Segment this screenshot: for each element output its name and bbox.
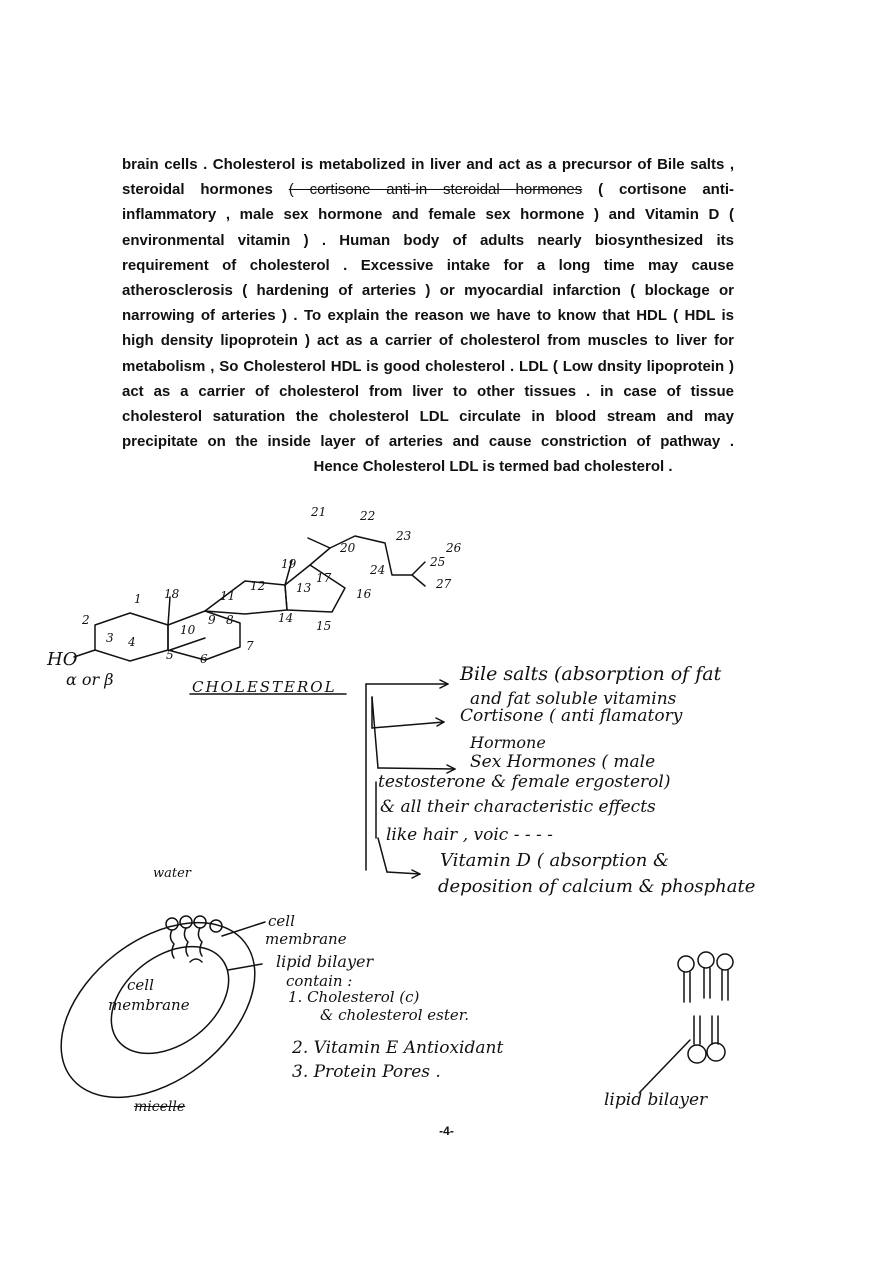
lipid-head — [180, 916, 192, 928]
inner-cell-label: membrane — [108, 996, 190, 1014]
side-chain-d — [412, 575, 425, 586]
side-chain-c — [412, 562, 425, 575]
text-line: precipitate on the inside layer of arteries and cause constriction of pathway . — [122, 433, 734, 451]
carbon-number: 14 — [278, 611, 294, 625]
carbon-number: 4 — [128, 635, 136, 649]
carbon-number: 6 — [200, 652, 208, 666]
inner-cell-label: cell — [127, 976, 154, 994]
lipid-head — [688, 1045, 706, 1063]
leader-lipid — [228, 964, 262, 970]
line2-end: ( cortisone anti- — [598, 181, 734, 199]
arrow-cortisone — [372, 722, 444, 728]
carbon-number: 20 — [340, 541, 356, 555]
lipid-tails-bottom — [694, 1016, 718, 1044]
text-line: act as a carrier of cholesterol from liver to other tissues . in case of tissue — [122, 382, 734, 400]
side-chain-a — [308, 538, 330, 565]
lipid-head — [698, 952, 714, 968]
cortisone-line: Cortisone ( anti flamatory — [460, 706, 683, 726]
text-line: brain cells . Cholesterol is metabolized in liver and act as a precursor of Bile salts , — [122, 156, 734, 173]
carbon-number: 12 — [250, 579, 266, 593]
carbon-number: 11 — [220, 589, 236, 603]
carbon-number: 19 — [281, 557, 297, 571]
struck-text: ( cortisone anti-in steroidal hormones — [288, 181, 583, 199]
sex-line: Sex Hormones ( male — [470, 752, 656, 772]
ring-c — [205, 581, 287, 614]
text-line: inflammatory , male sex hormone and female sex hormone ) and Vitamin D ( — [122, 206, 734, 224]
methyl-19 — [168, 597, 170, 625]
lipid-list-item: 3. Protein Pores . — [292, 1062, 441, 1082]
carbon-number: 13 — [296, 581, 312, 595]
ho-label: HO — [47, 649, 78, 670]
page-number: -4- — [439, 1124, 454, 1138]
line2-start: steroidal hormones — [122, 181, 273, 199]
sex-line: & all their characteristic effects — [380, 797, 656, 817]
sex-line: testosterone & female ergosterol) — [378, 772, 671, 792]
carbon-number: 17 — [316, 571, 332, 585]
alpha-beta-label: α or β — [66, 670, 114, 689]
lipid-head — [707, 1043, 725, 1061]
text-line: high density lipoprotein ) act as a carrier of cholesterol from muscles to liver for — [122, 332, 734, 350]
lipid-head — [678, 956, 694, 972]
water-label: water — [153, 866, 192, 881]
text-line: requirement of cholesterol . Excessive intake for a long time may cause — [122, 256, 734, 274]
text-line: environmental vitamin ) . Human body of adults nearly biosynthesized its — [122, 231, 734, 249]
double-bond — [170, 638, 205, 650]
lipid-head — [166, 918, 178, 930]
lipid-tail — [184, 928, 188, 956]
lipid-list-item: lipid bilayer — [276, 952, 374, 971]
carbon-number: 26 — [446, 541, 462, 555]
carbon-number: 23 — [396, 529, 412, 543]
carbon-number: 21 — [311, 505, 327, 519]
sex-line: like hair , voic - - - - — [386, 825, 553, 845]
carbon-number: 25 — [430, 555, 446, 569]
carbon-number: 16 — [356, 587, 372, 601]
lipid-tail — [198, 928, 202, 956]
text-line: atherosclerosis ( hardening of arteries ) or myocardial infarction ( blockage or — [122, 281, 734, 299]
cholesterol-title: CHOLESTEROL — [192, 678, 337, 696]
cortisone-line: Hormone — [470, 733, 546, 752]
carbon-number: 27 — [436, 577, 452, 591]
lipid-bilayer-label: lipid bilayer — [604, 1090, 708, 1110]
carbon-number: 18 — [164, 587, 180, 601]
lipid-head — [717, 954, 733, 970]
carbon-number: 3 — [106, 631, 114, 645]
carbon-number: 15 — [316, 619, 332, 633]
carbon-number: 22 — [360, 509, 376, 523]
lipid-list-item: 2. Vitamin E Antioxidant — [292, 1038, 504, 1058]
lipid-list-item: contain : — [286, 972, 353, 990]
cell-membrane-label: membrane — [265, 930, 347, 948]
leader-bilayer — [640, 1040, 690, 1092]
carbon-number: 8 — [226, 613, 234, 627]
lipid-tails-top — [684, 968, 728, 1002]
micelle-label: micelle — [134, 1099, 186, 1115]
text-line: narrowing of arteries ) . To explain the reason we have to know that HDL ( HDL is — [122, 307, 734, 325]
bile-line: Bile salts (absorption of fat — [460, 663, 722, 685]
carbon-number: 1 — [134, 592, 142, 606]
carbon-number: 9 — [208, 613, 216, 627]
carbon-number: 5 — [166, 648, 174, 662]
closing-line: Hence Cholesterol LDL is termed bad cholesterol . — [313, 458, 673, 476]
vitamin-line: Vitamin D ( absorption & — [440, 850, 670, 871]
cell-membrane-label: cell — [268, 912, 295, 930]
vitamin-line: deposition of calcium & phosphate — [438, 876, 756, 897]
carbon-number: 24 — [370, 563, 386, 577]
text-line: metabolism , So Cholesterol HDL is good cholesterol . LDL ( Low dnsity lipoprotein ) — [122, 357, 734, 375]
arrow-sex — [378, 768, 455, 769]
lipid-tail — [170, 930, 174, 958]
carbon-number: 2 — [82, 613, 90, 627]
lipid-list-item: & cholesterol ester. — [320, 1006, 470, 1024]
carbon-number: 10 — [180, 623, 196, 637]
bile-line: and fat soluble vitamins — [470, 689, 677, 709]
text-line: cholesterol saturation the cholesterol LDL circulate in blood stream and may — [122, 407, 734, 425]
carbon-number: 7 — [246, 639, 254, 653]
lipid-list-item: 1. Cholesterol (c) — [288, 988, 420, 1006]
ring-d — [285, 565, 345, 612]
